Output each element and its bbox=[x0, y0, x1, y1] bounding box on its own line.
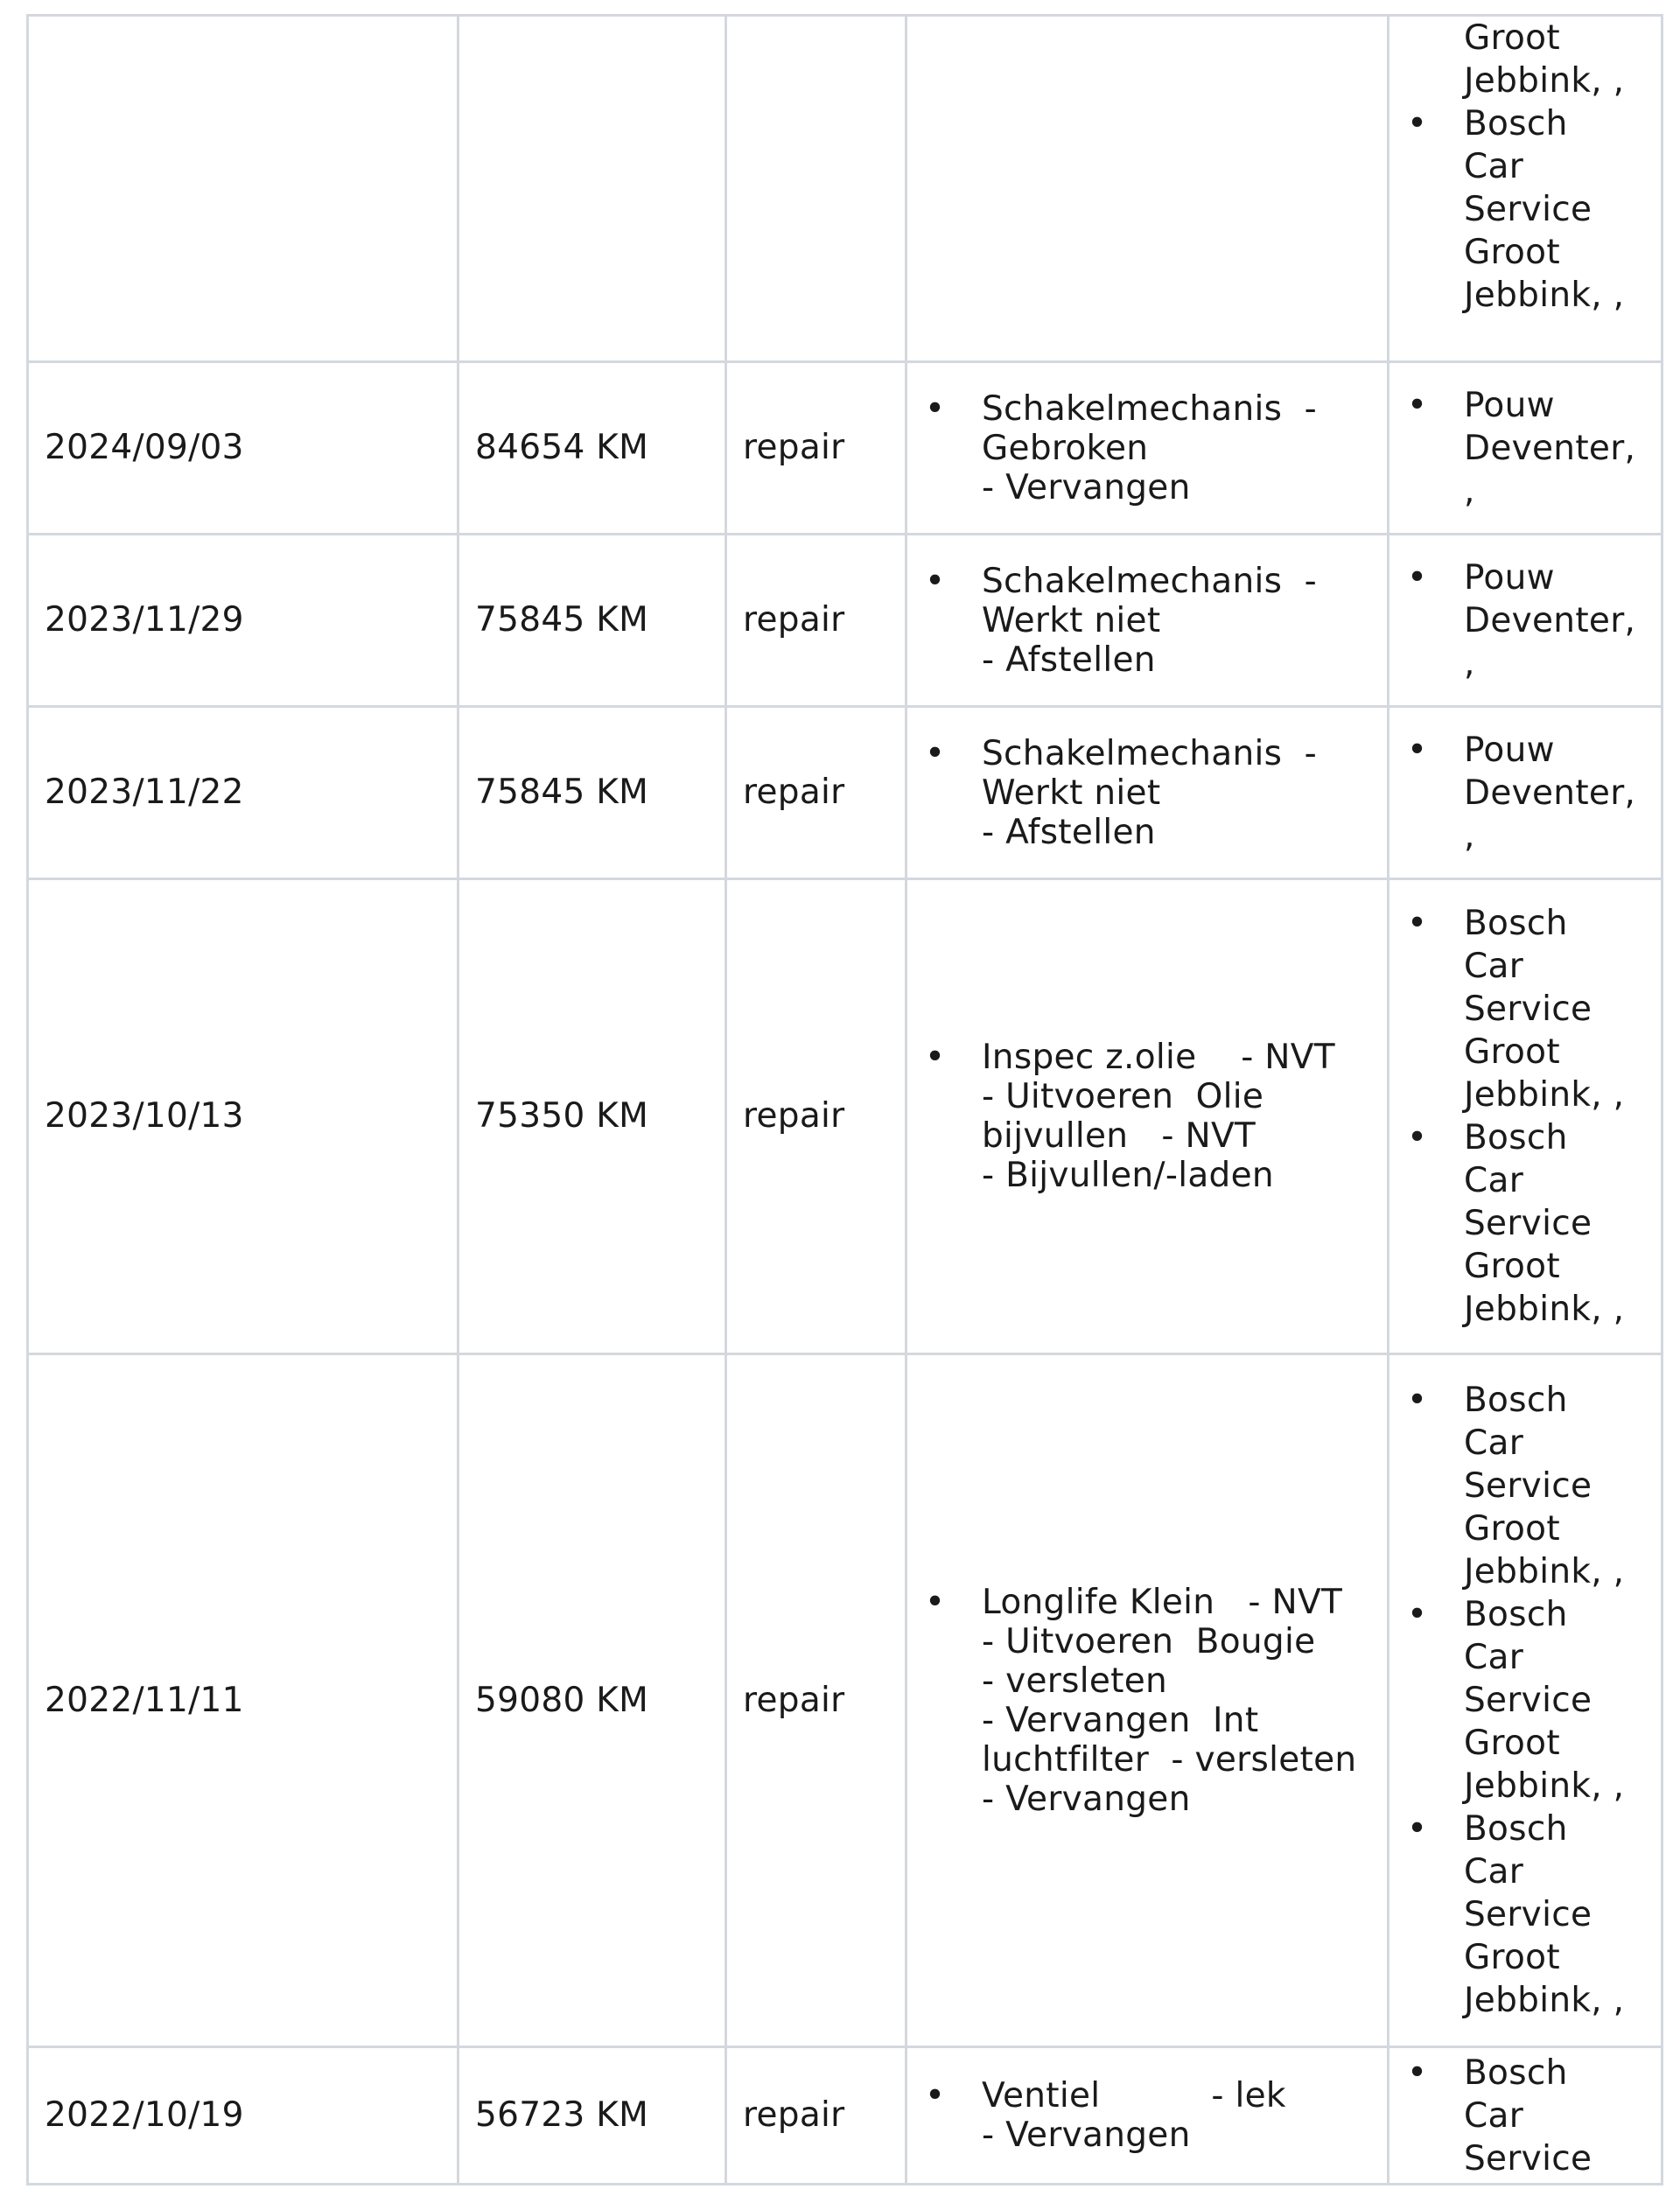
date-cell: 2023/11/29 bbox=[28, 535, 458, 707]
shop-list bbox=[1405, 384, 1645, 513]
mileage-cell: 84654 KM bbox=[458, 362, 726, 535]
shop-item: • Bosch Car Service Groot Jebbink, , bbox=[1405, 1379, 1645, 1593]
type-cell: repair bbox=[726, 707, 906, 879]
table-row bbox=[28, 16, 1662, 362]
shop-cell bbox=[1389, 707, 1662, 879]
work-list bbox=[923, 389, 1371, 507]
work-list bbox=[923, 562, 1371, 680]
work-item: • Schakelmechanis - Werkt niet - Afstellen bbox=[923, 562, 1371, 680]
shop-list bbox=[1405, 729, 1645, 857]
work-item: • Longlife Klein - NVT - Uitvoeren Bougie - versleten - Vervangen Int luchtfilter - versleten - Vervangen bbox=[923, 1583, 1371, 1819]
work-cell bbox=[906, 879, 1389, 1354]
table-row bbox=[28, 362, 1662, 535]
table-row bbox=[28, 707, 1662, 879]
work-cell bbox=[906, 1354, 1389, 2047]
shop-item: • Bosch Car Service Groot Jebbink, , bbox=[1405, 1808, 1645, 2022]
work-item: • Schakelmechanis - Gebroken - Vervangen bbox=[923, 389, 1371, 507]
shop-item: • Pouw Deventer, , bbox=[1405, 384, 1645, 513]
type-cell: repair bbox=[726, 2047, 906, 2185]
table-row bbox=[28, 879, 1662, 1354]
mileage-cell: 59080 KM bbox=[458, 1354, 726, 2047]
shop-item: • Bosch Car Service Groot Jebbink, , bbox=[1405, 1593, 1645, 1808]
date-cell: 2023/11/22 bbox=[28, 707, 458, 879]
date-cell bbox=[28, 16, 458, 362]
date-cell: 2024/09/03 bbox=[28, 362, 458, 535]
table-row bbox=[28, 1354, 1662, 2047]
shop-item: • Bosch Car Service Groot Jebbink, , bbox=[1405, 1116, 1645, 1331]
maintenance-history-table bbox=[26, 14, 1663, 2186]
mileage-cell bbox=[458, 16, 726, 362]
shop-list bbox=[1405, 556, 1645, 685]
shop-list bbox=[1405, 1379, 1645, 2022]
date-cell: 2022/10/19 bbox=[28, 2047, 458, 2185]
type-cell: repair bbox=[726, 362, 906, 535]
work-item: • Ventiel - lek - Vervangen bbox=[923, 2076, 1371, 2155]
mileage-cell: 56723 KM bbox=[458, 2047, 726, 2185]
shop-cell bbox=[1389, 16, 1662, 362]
shop-list bbox=[1405, 2052, 1645, 2180]
work-list bbox=[923, 2076, 1371, 2155]
shop-cell bbox=[1389, 535, 1662, 707]
work-cell bbox=[906, 535, 1389, 707]
type-cell: repair bbox=[726, 1354, 906, 2047]
work-cell bbox=[906, 707, 1389, 879]
type-cell: repair bbox=[726, 535, 906, 707]
shop-item: • Bosch Car Service Groot Jebbink, , bbox=[1405, 102, 1645, 317]
shop-cell bbox=[1389, 879, 1662, 1354]
type-cell: repair bbox=[726, 879, 906, 1354]
work-list bbox=[923, 1038, 1371, 1195]
shop-list bbox=[1405, 902, 1645, 1331]
type-cell bbox=[726, 16, 906, 362]
shop-name-continued: Groot Jebbink, , bbox=[1464, 18, 1625, 101]
mileage-cell: 75845 KM bbox=[458, 535, 726, 707]
work-cell bbox=[906, 16, 1389, 362]
work-list bbox=[923, 1583, 1371, 1819]
shop-cell bbox=[1389, 1354, 1662, 2047]
table-row bbox=[28, 2047, 1662, 2185]
date-cell: 2022/11/11 bbox=[28, 1354, 458, 2047]
shop-item: • Pouw Deventer, , bbox=[1405, 729, 1645, 857]
work-cell bbox=[906, 2047, 1389, 2185]
shop-item: • Pouw Deventer, , bbox=[1405, 556, 1645, 685]
shop-list bbox=[1405, 102, 1645, 317]
work-item: • Schakelmechanis - Werkt niet - Afstellen bbox=[923, 734, 1371, 852]
mileage-cell: 75845 KM bbox=[458, 707, 726, 879]
date-cell: 2023/10/13 bbox=[28, 879, 458, 1354]
table-row bbox=[28, 535, 1662, 707]
shop-cell bbox=[1389, 2047, 1662, 2185]
shop-item: • Bosch Car Service bbox=[1405, 2052, 1645, 2180]
mileage-cell: 75350 KM bbox=[458, 879, 726, 1354]
work-item: • Inspec z.olie - NVT - Uitvoeren Olie bijvullen - NVT - Bijvullen/-laden bbox=[923, 1038, 1371, 1195]
work-list bbox=[923, 734, 1371, 852]
work-cell bbox=[906, 362, 1389, 535]
shop-item: • Bosch Car Service Groot Jebbink, , bbox=[1405, 902, 1645, 1116]
shop-cell bbox=[1389, 362, 1662, 535]
